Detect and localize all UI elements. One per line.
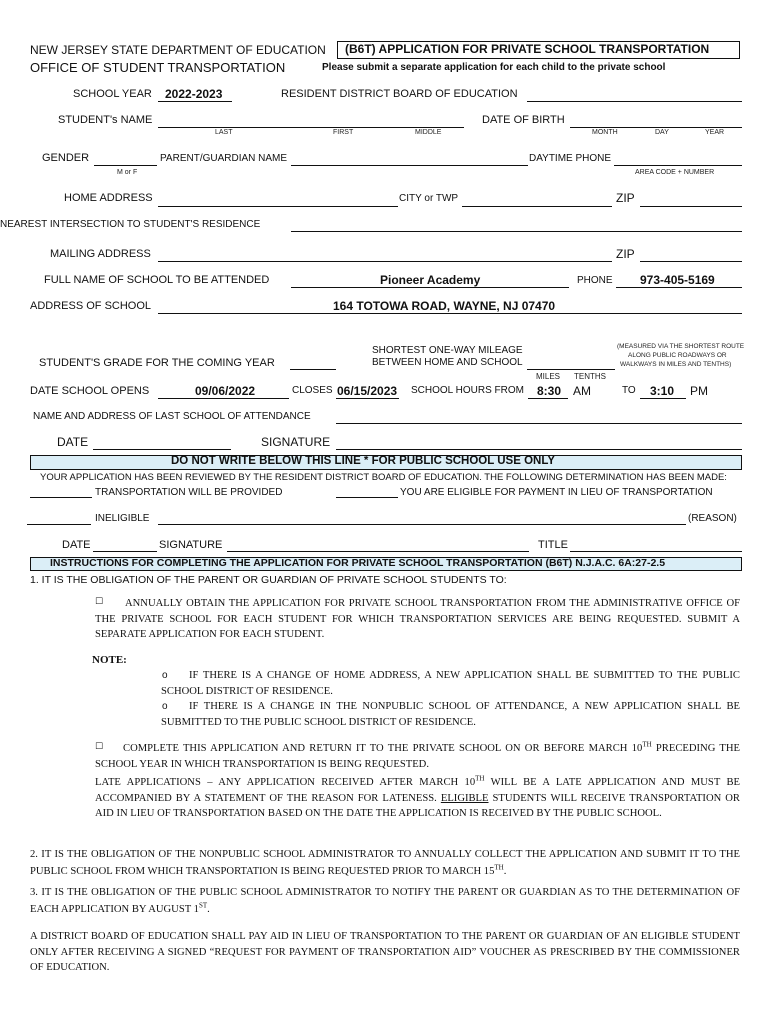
ineligible-text: INELIGIBLE bbox=[95, 513, 150, 524]
school-name-value: Pioneer Academy bbox=[380, 273, 481, 287]
home-address-field[interactable] bbox=[158, 206, 398, 207]
home-address-label: HOME ADDRESS bbox=[64, 192, 153, 204]
city-field[interactable] bbox=[462, 206, 612, 207]
resident-district-label: RESIDENT DISTRICT BOARD OF EDUCATION bbox=[281, 88, 518, 100]
date-label: DATE bbox=[57, 435, 89, 449]
late-post: STUDENTS WILL RECEIVE TRANSPORTATION OR AID IN LIEU OF TRANSPORTATION BASED ON THE DATE THE APPLICATION IS RECEIVED BY THE PUBLIC SCHOOL. bbox=[95, 792, 740, 819]
gender-field[interactable] bbox=[94, 165, 157, 166]
item2-sup: TH bbox=[494, 863, 504, 872]
school-year-field[interactable] bbox=[158, 101, 232, 102]
reason-field[interactable] bbox=[158, 524, 686, 525]
grade-field[interactable] bbox=[290, 369, 336, 370]
checkbox-icon: ☐ bbox=[95, 597, 104, 607]
intersection-field[interactable] bbox=[291, 231, 742, 232]
gender-label: GENDER bbox=[42, 152, 90, 164]
bullet-b-sup: TH bbox=[642, 740, 652, 749]
reason-label: (REASON) bbox=[688, 513, 737, 524]
zip-field[interactable] bbox=[640, 206, 742, 207]
dob-label: DATE OF BIRTH bbox=[482, 114, 565, 126]
form-subtitle: Please submit a separate application for each child to the private school bbox=[322, 62, 666, 73]
signature-label: SIGNATURE bbox=[261, 435, 331, 449]
last-school-label: NAME AND ADDRESS OF LAST SCHOOL OF ATTENDANCE bbox=[33, 411, 311, 422]
last-school-field[interactable] bbox=[336, 423, 742, 424]
note-bullet-icon-1: o bbox=[162, 670, 168, 681]
office-heading: OFFICE OF STUDENT TRANSPORTATION bbox=[30, 60, 286, 75]
item3-post: . bbox=[207, 904, 210, 915]
bullet-b-post: PRECEDING THE SCHOOL YEAR IN WHICH TRANSPORTATION IS BEING REQUESTED. bbox=[95, 743, 740, 770]
note-change-address: IF THERE IS A CHANGE OF HOME ADDRESS, A NEW APPLICATION SHALL BE SUBMITTED TO THE PUBLIC SCHOOL DISTRICT OF RESIDENCE. bbox=[161, 670, 740, 697]
note-change-school: IF THERE IS A CHANGE IN THE NONPUBLIC SCHOOL OF ATTENDANCE, A NEW APPLICATION SHALL BE SUBMITTED TO THE PUBLIC SCHOOL DISTRICT OF RESIDENCE. bbox=[161, 701, 740, 728]
checkbox-icon-2: ☐ bbox=[95, 742, 104, 752]
note-bullet-icon-2: o bbox=[162, 701, 168, 712]
closes-label: CLOSES bbox=[292, 385, 333, 396]
public-title-field[interactable] bbox=[570, 551, 742, 552]
city-label: CITY or TWP bbox=[399, 193, 459, 204]
hours-from-value: 8:30 bbox=[537, 384, 562, 398]
school-address-label: ADDRESS OF SCHOOL bbox=[30, 300, 152, 312]
phone-field[interactable] bbox=[614, 165, 742, 166]
late-applications bbox=[95, 775, 740, 822]
miles-caption: MILES bbox=[536, 372, 561, 381]
closes-value: 06/15/2023 bbox=[337, 384, 398, 398]
zip-label: ZIP bbox=[616, 191, 635, 205]
item2-post: . bbox=[503, 866, 507, 877]
grade-label: STUDENT'S GRADE FOR THE COMING YEAR bbox=[39, 357, 275, 369]
school-year-value: 2022-2023 bbox=[165, 87, 223, 101]
resident-district-field[interactable] bbox=[527, 101, 742, 102]
am-label: AM bbox=[573, 384, 591, 398]
parent-field[interactable] bbox=[291, 165, 528, 166]
parent-label: PARENT/GUARDIAN NAME bbox=[160, 153, 288, 164]
dob-field[interactable] bbox=[570, 127, 742, 128]
note-label: NOTE: bbox=[92, 654, 127, 666]
school-address-field[interactable] bbox=[158, 313, 742, 314]
lieu-checkline[interactable] bbox=[336, 497, 398, 498]
pm-label: PM bbox=[690, 384, 708, 398]
reviewed-text: YOUR APPLICATION HAS BEEN REVIEWED BY THE RESIDENT DISTRICT BOARD OF EDUCATION. THE FOLLOWING DETERMINATION HAS BEEN MADE: bbox=[40, 472, 727, 483]
student-name-field[interactable] bbox=[158, 127, 464, 128]
hours-to-value: 3:10 bbox=[650, 384, 675, 398]
ineligible-checkline[interactable] bbox=[27, 524, 91, 525]
late-mid: WILL BE A LATE APPLICATION AND MUST BE ACCOMPANIED BY A STATEMENT OF THE REASON FOR LATENESS. bbox=[95, 777, 740, 804]
item3-sup: ST bbox=[198, 901, 208, 910]
lieu-text: YOU ARE ELIGIBLE FOR PAYMENT IN LIEU OF TRANSPORTATION bbox=[400, 487, 713, 498]
mailing-label: MAILING ADDRESS bbox=[50, 248, 151, 260]
public-title-label: TITLE bbox=[538, 539, 568, 551]
signature-field[interactable] bbox=[336, 449, 742, 450]
opens-label: DATE SCHOOL OPENS bbox=[30, 385, 150, 397]
year-caption: YEAR bbox=[705, 129, 725, 136]
month-caption: MONTH bbox=[592, 129, 618, 136]
late-sup: TH bbox=[475, 774, 485, 783]
mailing-field[interactable] bbox=[158, 261, 612, 262]
day-caption: DAY bbox=[655, 129, 669, 136]
to-label: TO bbox=[622, 385, 636, 396]
tenths-caption: TENTHS bbox=[574, 372, 606, 381]
provided-checkline[interactable] bbox=[30, 497, 92, 498]
public-signature-label: SIGNATURE bbox=[159, 539, 223, 551]
zip2-field[interactable] bbox=[640, 261, 742, 262]
opens-field[interactable] bbox=[158, 398, 289, 399]
item2-pre: 2. IT IS THE OBLIGATION OF THE NONPUBLIC SCHOOL ADMINISTRATOR TO ANNUALLY COLLECT THE APPLICATION AND SUBMIT IT TO THE PUBLIC SCHOOL FROM WHICH TRANSPORTATION IS BEING REQUESTED PRIOR TO MARCH 15 bbox=[30, 849, 740, 877]
instruction-item-3 bbox=[30, 884, 740, 918]
measured-note-3: WALKWAYS IN MILES AND TENTHS) bbox=[620, 361, 732, 368]
closes-field[interactable] bbox=[336, 398, 399, 399]
bullet-obtain-application: ANNUALLY OBTAIN THE APPLICATION FOR PRIVATE SCHOOL TRANSPORTATION FROM THE ADMINISTRATIVE OFFICE OF THE PRIVATE SCHOOL FOR EACH STUDENT FOR WHICH TRANSPORTATION SERVICES ARE BEING REQUESTED. SUBMIT A SEPARATE APPLICATION FOR EACH STUDENT. bbox=[95, 598, 740, 640]
measured-note-1: (MEASURED VIA THE SHORTEST ROUTE bbox=[617, 343, 745, 350]
public-date-label: DATE bbox=[62, 539, 91, 551]
provided-text: TRANSPORTATION WILL BE PROVIDED bbox=[95, 487, 283, 498]
area-code-caption: AREA CODE + NUMBER bbox=[635, 169, 715, 176]
last-caption: LAST bbox=[215, 129, 233, 136]
intersection-label: NEAREST INTERSECTION TO STUDENT'S RESIDENCE bbox=[0, 219, 261, 230]
school-year-label: SCHOOL YEAR bbox=[73, 88, 152, 100]
zip2-label: ZIP bbox=[616, 247, 635, 261]
final-paragraph: A DISTRICT BOARD OF EDUCATION SHALL PAY AID IN LIEU OF TRANSPORTATION TO THE PARENT OR GUARDIAN OF AN ELIGIBLE STUDENT ONLY AFTER RECEIVING A SIGNED “REQUEST FOR PAYMENT OF TRANSPORTATION AID” VOUCHER AS PRESCRIBED BY THE COMMISSIONER OF EDUCATION. bbox=[30, 931, 740, 973]
instructions-heading: INSTRUCTIONS FOR COMPLETING THE APPLICATION FOR PRIVATE SCHOOL TRANSPORTATION (B6T) N.J.A.C. 6A:27-2.5 bbox=[50, 557, 666, 569]
school-phone-label: PHONE bbox=[577, 275, 613, 286]
phone-label: DAYTIME PHONE bbox=[529, 153, 612, 164]
measured-note-2: ALONG PUBLIC ROADWAYS OR bbox=[628, 352, 727, 359]
public-date-field[interactable] bbox=[93, 551, 157, 552]
public-signature-field[interactable] bbox=[227, 551, 529, 552]
public-use-banner-text: DO NOT WRITE BELOW THIS LINE * FOR PUBLIC SCHOOL USE ONLY bbox=[171, 455, 555, 467]
first-caption: FIRST bbox=[333, 129, 354, 136]
instruction-item-2 bbox=[30, 846, 740, 880]
school-address-value: 164 TOTOWA ROAD, WAYNE, NJ 07470 bbox=[333, 299, 556, 313]
hours-to-field[interactable] bbox=[640, 398, 686, 399]
instruction-item-1: 1. IT IS THE OBLIGATION OF THE PARENT OR GUARDIAN OF PRIVATE SCHOOL STUDENTS TO: bbox=[30, 574, 507, 586]
school-name-field[interactable] bbox=[291, 287, 569, 288]
dept-heading: NEW JERSEY STATE DEPARTMENT OF EDUCATION bbox=[30, 43, 326, 57]
opens-value: 09/06/2022 bbox=[195, 384, 256, 398]
middle-caption: MIDDLE bbox=[415, 129, 442, 136]
student-name-label: STUDENT's NAME bbox=[58, 114, 153, 126]
mileage-field[interactable] bbox=[527, 369, 615, 370]
school-phone-field[interactable] bbox=[616, 287, 742, 288]
school-name-label: FULL NAME OF SCHOOL TO BE ATTENDED bbox=[44, 274, 270, 286]
late-eligible: ELIGIBLE bbox=[440, 792, 489, 804]
bullet-complete-application bbox=[95, 741, 740, 772]
m-or-f-caption: M or F bbox=[117, 169, 138, 176]
hours-label: SCHOOL HOURS FROM bbox=[411, 385, 524, 396]
bullet-b-pre: COMPLETE THIS APPLICATION AND RETURN IT TO THE PRIVATE SCHOOL ON OR BEFORE MARCH 10 bbox=[123, 743, 643, 754]
date-field[interactable] bbox=[93, 449, 231, 450]
item3-pre: 3. IT IS THE OBLIGATION OF THE PUBLIC SCHOOL ADMINISTRATOR TO NOTIFY THE PARENT OR GUARDIAN AS TO THE DETERMINATION OF EACH APPLICATION BY AUGUST 1 bbox=[30, 887, 740, 915]
late-pre: LATE APPLICATIONS – ANY APPLICATION RECEIVED AFTER MARCH 10 bbox=[95, 777, 476, 788]
form-title: (B6T) APPLICATION FOR PRIVATE SCHOOL TRANSPORTATION bbox=[345, 42, 710, 56]
mileage-label-2: BETWEEN HOME AND SCHOOL bbox=[372, 357, 523, 368]
mileage-label-1: SHORTEST ONE-WAY MILEAGE bbox=[372, 345, 523, 356]
school-phone-value: 973-405-5169 bbox=[640, 273, 715, 287]
hours-from-field[interactable] bbox=[528, 398, 568, 399]
